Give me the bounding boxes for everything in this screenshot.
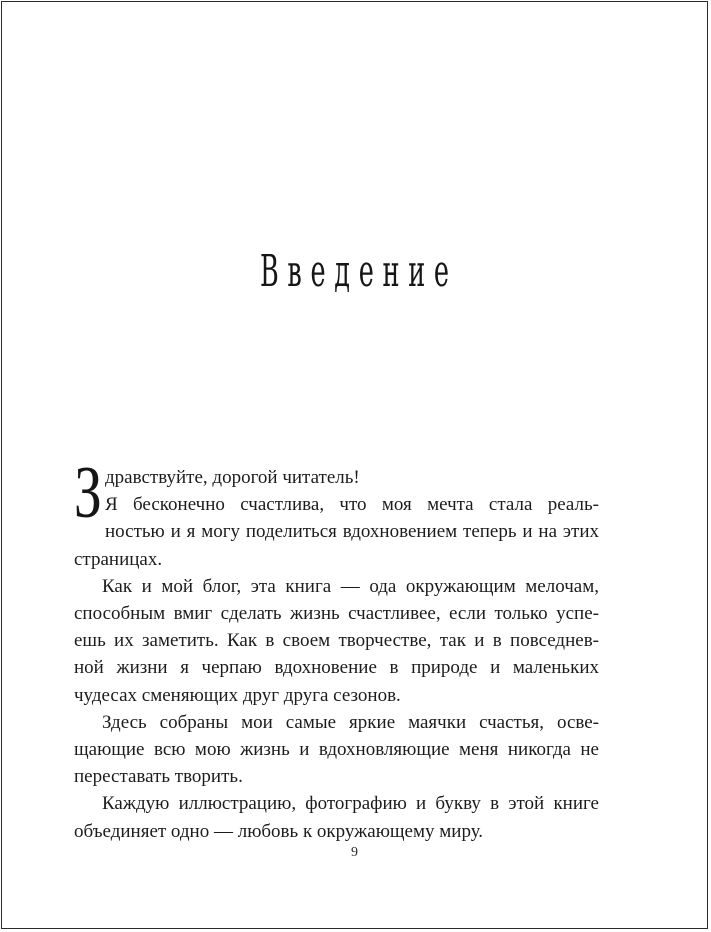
text-line: ной жизни я черпаю вдохновение в природе и маленьких	[74, 657, 599, 679]
text-line: способным вмиг сделать жизнь счастливее, если только успе-	[74, 603, 599, 625]
paragraph-3	[74, 709, 599, 791]
text-line: Как и мой блог, эта книга — ода окружающим мелочам,	[102, 575, 599, 597]
text-line: Я бесконечно счастлива, что моя мечта стала реаль-	[105, 494, 599, 516]
paragraph-4	[74, 790, 599, 844]
text-line: чудесах сменяющих друг друга сезонов.	[74, 684, 401, 706]
book-page	[1, 1, 708, 929]
paragraph-1	[74, 452, 599, 573]
text-line: объединяет одно — любовь к окружающему миру.	[74, 820, 484, 842]
text-line: страницах.	[74, 548, 163, 570]
text-line: Здесь собраны мои самые яркие маячки счастья, осве-	[102, 711, 599, 733]
paragraph-2	[74, 573, 599, 709]
text-line: переставать творить.	[74, 766, 243, 788]
body-text	[74, 452, 599, 845]
text-line: ешь их заметить. Как в своем творчестве, так и в повседнев-	[74, 630, 599, 652]
chapter-title: Введение	[259, 246, 458, 297]
drop-cap: З	[74, 452, 102, 534]
page-number: 9	[351, 845, 358, 860]
text-line: Каждую иллюстрацию, фотографию и букву в этой книге	[102, 793, 599, 815]
text-line: щающие всю мою жизнь и вдохновляющие меня никогда не	[74, 739, 599, 761]
text-line: дравствуйте, дорогой читатель!	[105, 467, 360, 488]
text-line: ностью и я могу поделиться вдохновением теперь и на этих	[105, 521, 599, 543]
